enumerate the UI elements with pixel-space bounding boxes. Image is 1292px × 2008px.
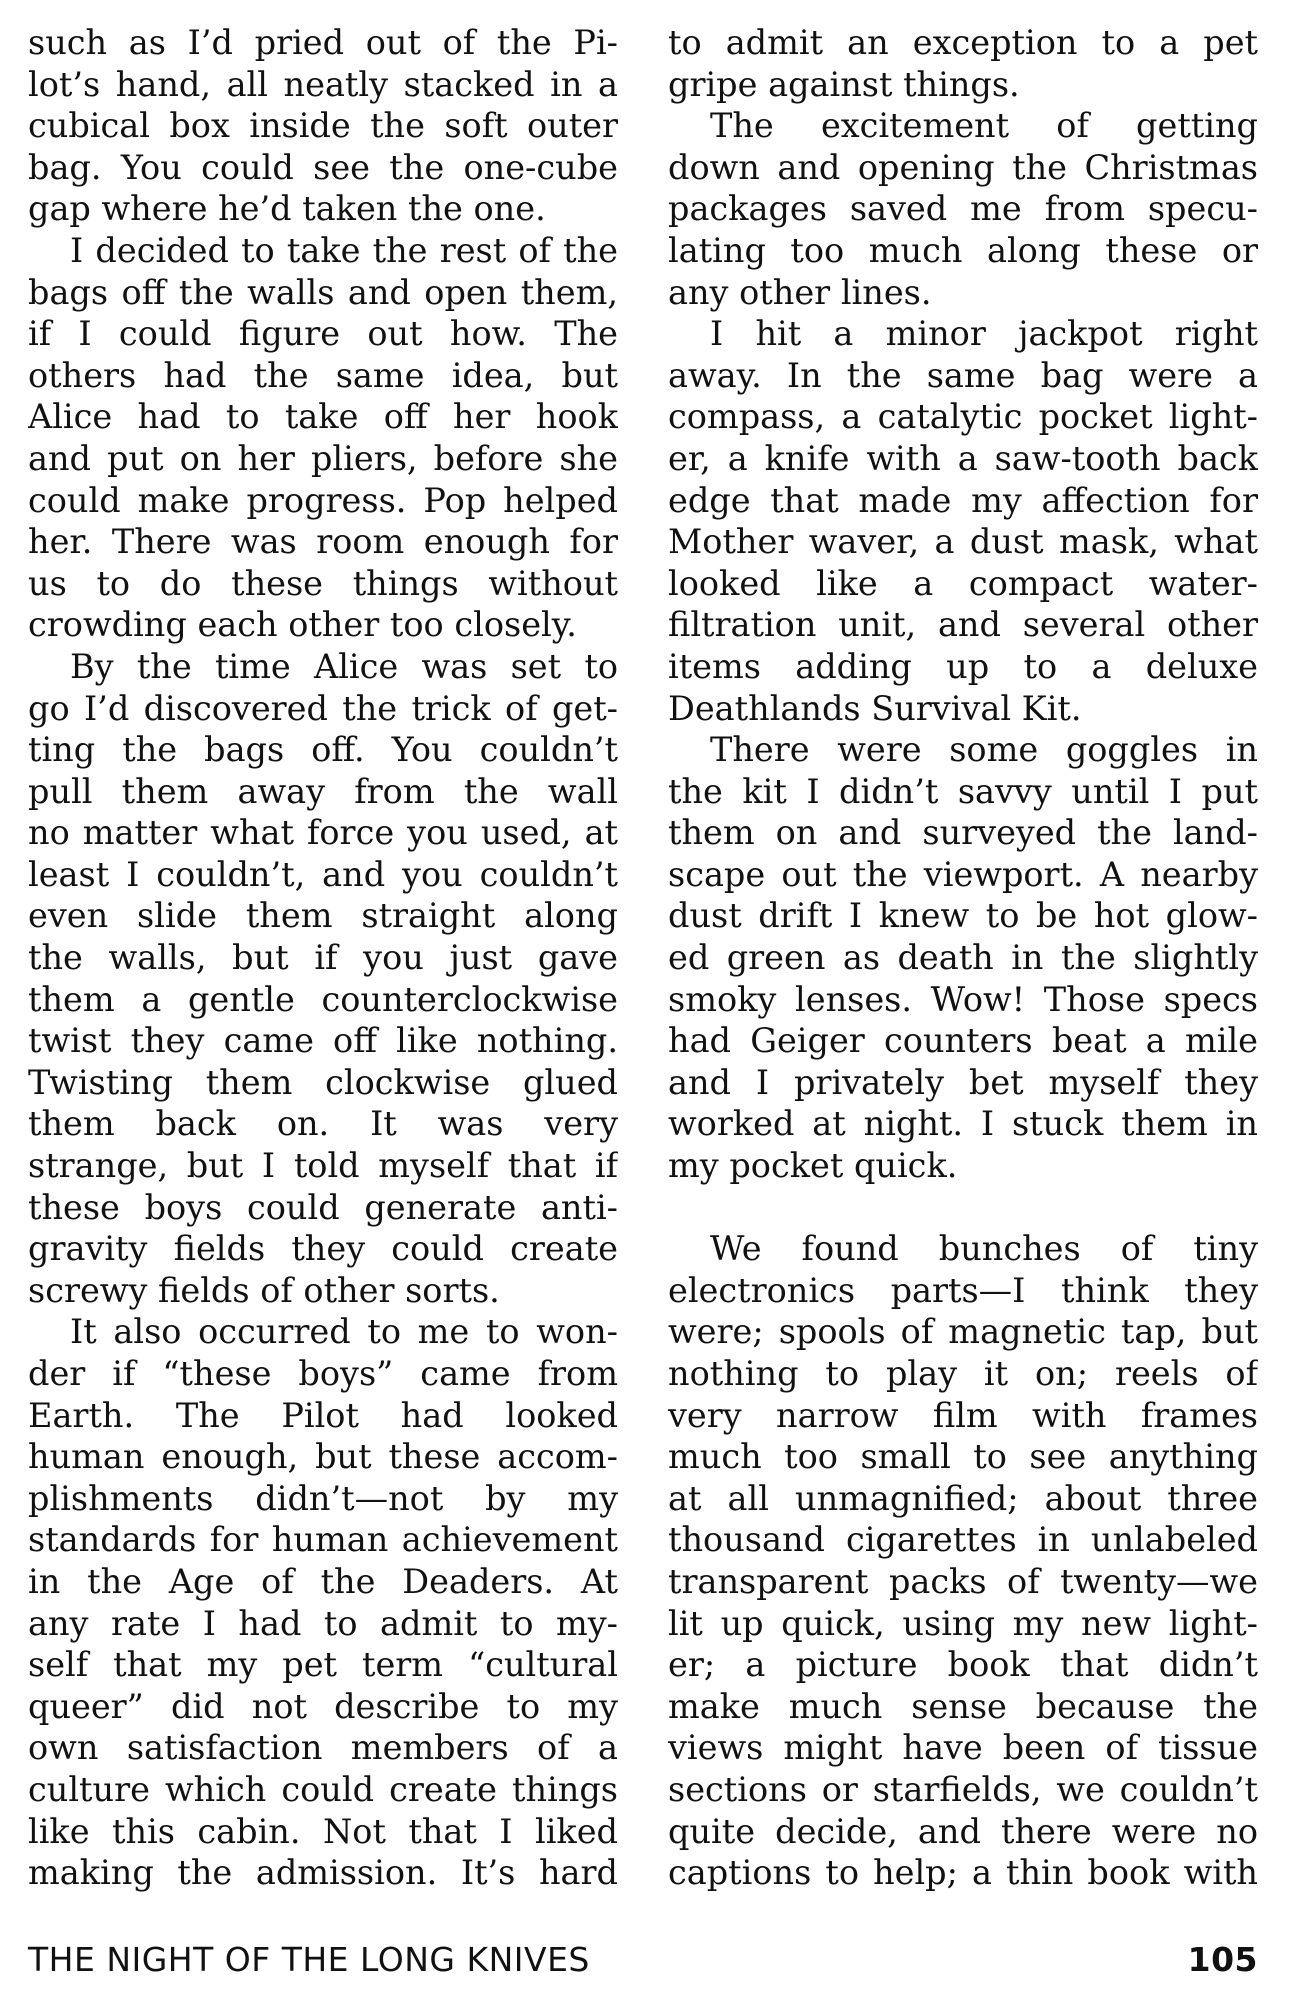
text-line: Earth. The Pilot had looked xyxy=(28,1395,618,1435)
text-line: human enough, but these accom- xyxy=(28,1437,618,1477)
text-line: such as I’d pried out of the Pi- xyxy=(28,23,618,62)
text-line: bag. You could see the one-cube xyxy=(28,147,618,187)
text-line: nothing to play it on; reels of xyxy=(668,1354,1258,1393)
text-line: her. There was room enough for xyxy=(28,522,618,562)
text-line: others had the same idea, but xyxy=(28,355,618,395)
text-line: captions to help; a thin book with xyxy=(668,1853,1258,1893)
page-footer xyxy=(28,1938,1258,1982)
text-line: and I privately bet myself they xyxy=(668,1062,1258,1102)
text-line: smoky lenses. Wow! Those specs xyxy=(668,979,1258,1019)
text-line: gripe against things. xyxy=(668,64,1020,104)
text-line: were; spools of magnetic tap, but xyxy=(668,1312,1258,1352)
text-line: any rate I had to admit to my- xyxy=(28,1603,618,1643)
text-line: edge that made my affection for xyxy=(668,480,1258,520)
text-line: screwy fields of other sorts. xyxy=(28,1270,500,1310)
text-line: to admit an exception to a pet xyxy=(668,23,1258,62)
text-line: bags off the walls and open them, xyxy=(28,272,618,312)
text-line: no matter what force you used, at xyxy=(28,813,618,853)
text-line: scape out the viewport. A nearby xyxy=(668,854,1258,894)
text-line: make much sense because the xyxy=(668,1686,1258,1726)
text-line: There were some goggles in xyxy=(710,730,1258,770)
text-line: very narrow film with frames xyxy=(668,1395,1258,1435)
text-line: pull them away from the wall xyxy=(28,771,618,811)
text-line: gap where he’d taken the one. xyxy=(28,189,546,229)
text-line: crowding each other too closely. xyxy=(28,605,577,645)
text-line: Deathlands Survival Kit. xyxy=(668,688,1082,728)
text-line: like this cabin. Not that I liked xyxy=(28,1811,618,1851)
text-line: the walls, but if you just gave xyxy=(28,938,618,978)
text-line: the kit I didn’t savvy until I put xyxy=(668,771,1258,811)
text-line: By the time Alice was set to xyxy=(70,646,618,686)
text-column-left xyxy=(28,22,618,1894)
text-line: I decided to take the rest of the xyxy=(70,230,618,270)
page-number: 105 xyxy=(1187,1940,1258,1979)
text-line: queer” did not describe to my xyxy=(28,1686,618,1726)
text-line: cubical box inside the soft outer xyxy=(28,106,618,146)
text-line: compass, a catalytic pocket light- xyxy=(668,397,1258,437)
text-line: ting the bags off. You couldn’t xyxy=(28,730,618,770)
text-line: filtration unit, and several other xyxy=(668,605,1258,645)
text-line: us to do these things without xyxy=(28,563,618,603)
text-line: down and opening the Christmas xyxy=(668,147,1258,187)
text-line: transparent packs of twenty—we xyxy=(668,1561,1258,1601)
text-line: culture which could create things xyxy=(28,1769,618,1809)
text-line: own satisfaction members of a xyxy=(28,1728,618,1768)
text-line: der if “these boys” came from xyxy=(28,1354,618,1393)
text-line: lit up quick, using my new light- xyxy=(668,1603,1258,1643)
text-line: any other lines. xyxy=(668,272,932,312)
text-line: lot’s hand, all neatly stacked in a xyxy=(28,64,618,104)
text-line: these boys could generate anti- xyxy=(28,1187,618,1227)
text-line: It also occurred to me to won- xyxy=(70,1312,618,1352)
text-line: at all unmagnified; about three xyxy=(668,1478,1258,1518)
text-line: standards for human achievement xyxy=(28,1520,618,1560)
text-line: I hit a minor jackpot right xyxy=(710,314,1258,354)
text-line: even slide them straight along xyxy=(28,896,618,936)
text-line: self that my pet term “cultural xyxy=(28,1645,618,1685)
text-line: strange, but I told myself that if xyxy=(28,1146,618,1186)
text-line: in the Age of the Deaders. At xyxy=(28,1561,618,1601)
text-line: views might have been of tissue xyxy=(668,1728,1258,1768)
text-line: sections or starfields, we couldn’t xyxy=(668,1769,1258,1809)
text-line: Mother waver, a dust mask, what xyxy=(668,522,1258,562)
text-line: We found bunches of tiny xyxy=(710,1229,1258,1269)
text-line: dust drift I knew to be hot glow- xyxy=(668,896,1258,936)
text-line xyxy=(668,1187,1258,1229)
text-line: items adding up to a deluxe xyxy=(668,646,1258,686)
text-line: gravity fields they could create xyxy=(28,1229,618,1269)
text-line: electronics parts—I think they xyxy=(668,1270,1258,1310)
text-line: much too small to see anything xyxy=(668,1437,1258,1477)
text-line: lating too much along these or xyxy=(668,230,1258,270)
text-line: worked at night. I stuck them in xyxy=(668,1104,1258,1144)
text-line: them back on. It was very xyxy=(28,1104,618,1144)
text-line: twist they came off like nothing. xyxy=(28,1021,618,1061)
text-line: plishments didn’t—not by my xyxy=(28,1478,618,1518)
text-line: thousand cigarettes in unlabeled xyxy=(668,1520,1258,1560)
text-line: had Geiger counters beat a mile xyxy=(668,1021,1258,1061)
text-line: er; a picture book that didn’t xyxy=(668,1645,1258,1685)
text-line: er, a knife with a saw-tooth back xyxy=(668,438,1258,478)
text-line: looked like a compact water- xyxy=(668,563,1258,603)
text-line: my pocket quick. xyxy=(668,1146,958,1186)
text-line: and put on her pliers, before she xyxy=(28,438,618,478)
text-line: Twisting them clockwise glued xyxy=(28,1062,618,1102)
text-line: Alice had to take off her hook xyxy=(28,397,618,437)
text-line: packages saved me from specu- xyxy=(668,189,1258,229)
text-line: away. In the same bag were a xyxy=(668,355,1258,395)
text-line: quite decide, and there were no xyxy=(668,1811,1258,1851)
text-line: go I’d discovered the trick of get- xyxy=(28,688,618,728)
text-line: them a gentle counterclockwise xyxy=(28,979,618,1019)
text-line: The excitement of getting xyxy=(710,106,1258,146)
text-column-right xyxy=(668,22,1258,1894)
running-title: THE NIGHT OF THE LONG KNIVES xyxy=(28,1940,590,1979)
text-line: if I could figure out how. The xyxy=(28,314,618,354)
text-line: least I couldn’t, and you couldn’t xyxy=(28,854,618,894)
text-line: could make progress. Pop helped xyxy=(28,480,618,520)
text-line: them on and surveyed the land- xyxy=(668,813,1258,853)
text-line: making the admission. It’s hard xyxy=(28,1853,618,1893)
text-line: ed green as death in the slightly xyxy=(668,938,1258,978)
